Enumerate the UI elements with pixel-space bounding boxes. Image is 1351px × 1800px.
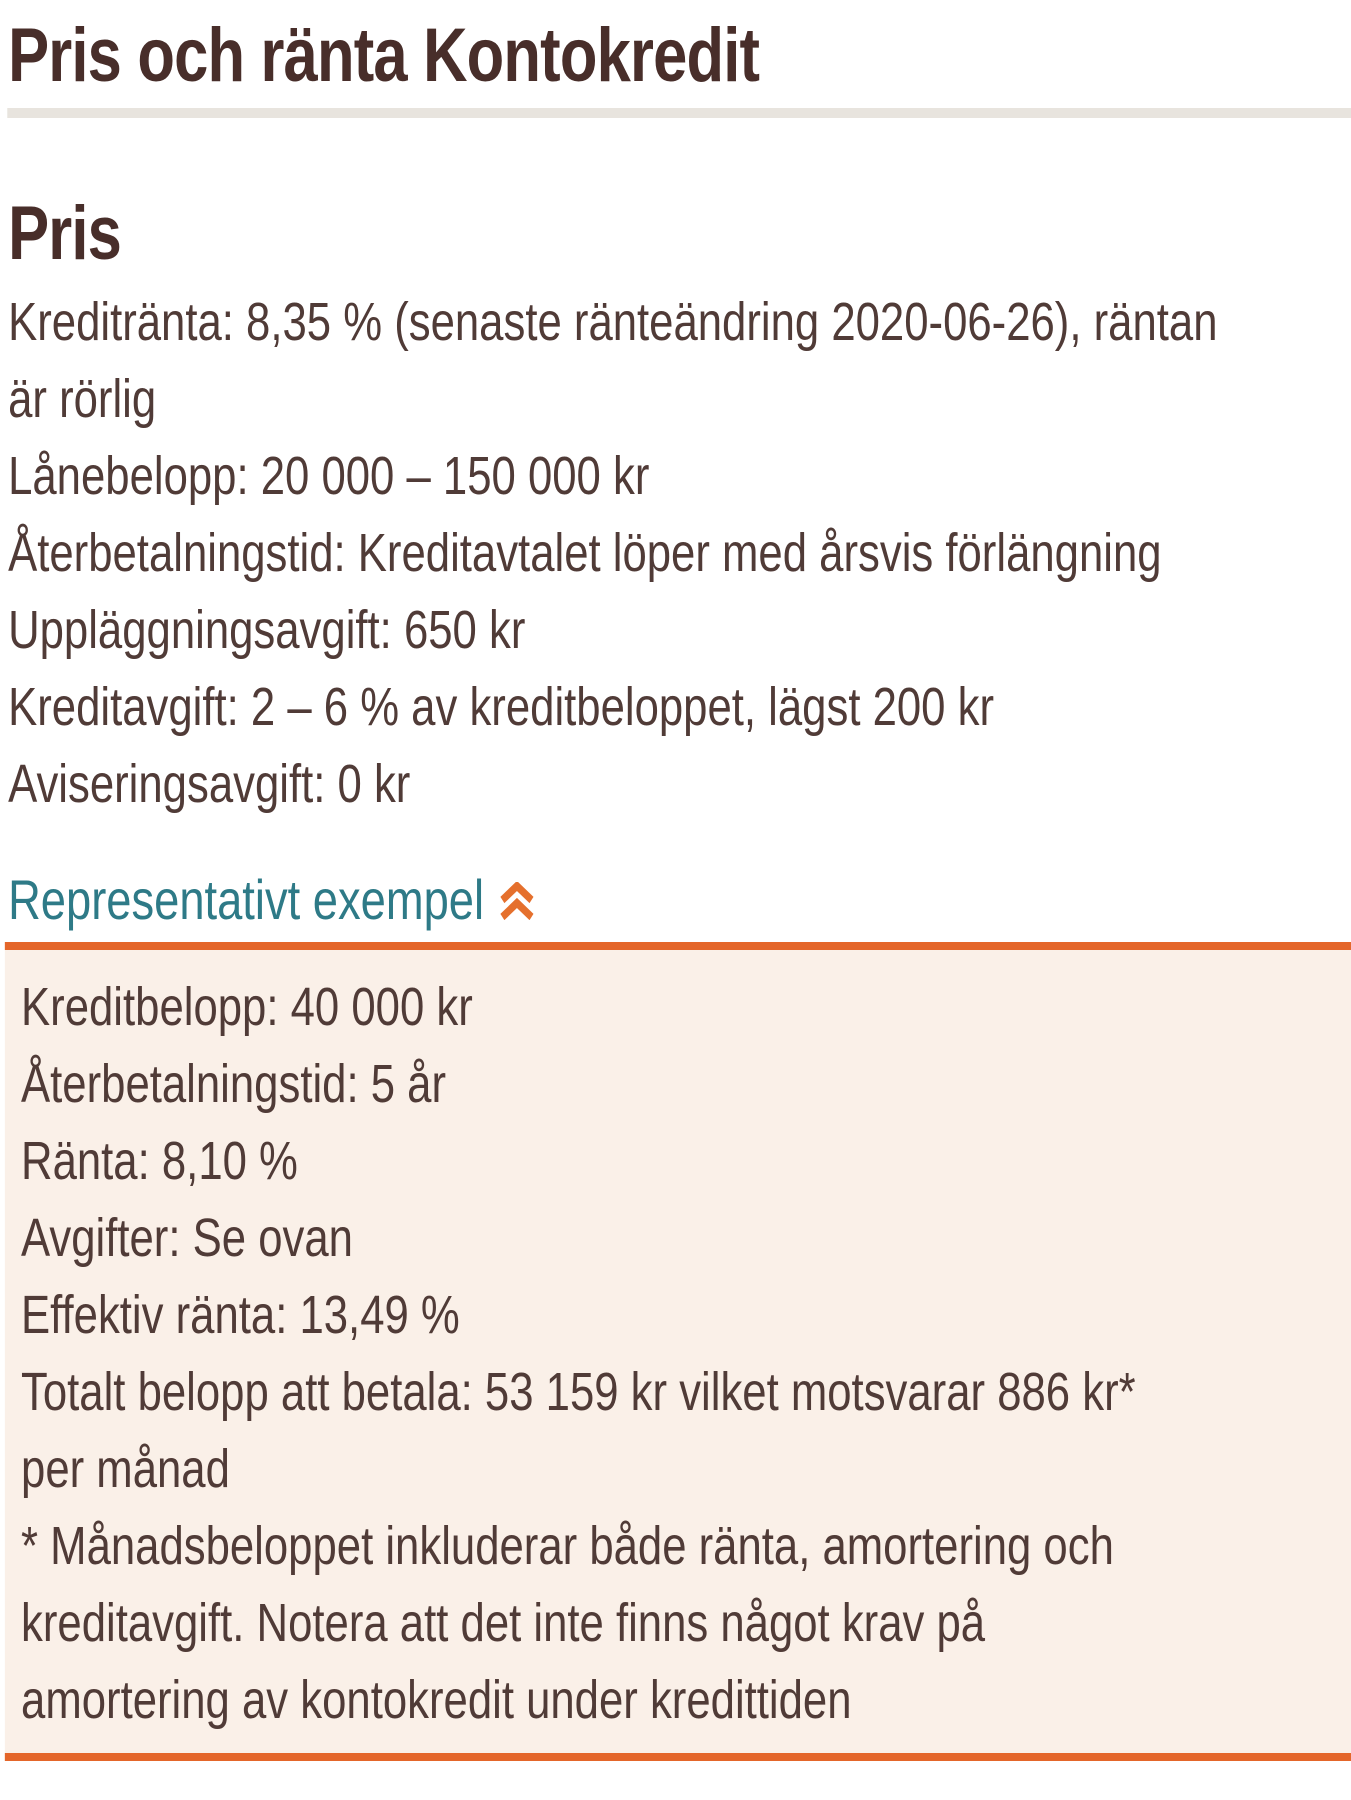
example-detail-line: Avgifter: Se ovan [21,1208,353,1268]
example-detail-line: kreditavgift. Notera att det inte finns något krav på [21,1593,986,1653]
representative-example-toggle[interactable] [8,861,1351,938]
representative-example-link[interactable]: Representativt exempel [8,868,485,931]
price-detail-line: Kreditavgift: 2 – 6 % av kreditbeloppet, lägst 200 kr [8,677,995,737]
double-chevron-up-icon[interactable] [499,880,536,920]
example-detail-line: * Månadsbeloppet inkluderar både ränta, amortering och [21,1516,1114,1576]
price-detail-line: Uppläggningsavgift: 650 kr [8,600,526,660]
price-detail-line: Lånebelopp: 20 000 – 150 000 kr [8,446,650,506]
example-detail-line: Ränta: 8,10 % [21,1131,298,1191]
example-detail-line: Kreditbelopp: 40 000 kr [21,977,473,1037]
example-detail-line: per månad [21,1439,230,1499]
example-details [21,969,1351,1739]
price-detail-line: är rörlig [8,369,157,429]
example-detail-line: Totalt belopp att betala: 53 159 kr vilket motsvarar 886 kr* [21,1362,1136,1422]
page-root [0,14,1351,1761]
title-divider [7,108,1351,118]
example-detail-line: amortering av kontokredit under kredittiden [21,1670,852,1730]
example-detail-line: Återbetalningstid: 5 år [21,1054,447,1114]
page-title: Pris och ränta Kontokredit [8,13,760,98]
price-detail-line: Kreditränta: 8,35 % (senaste ränteändring 2020-06-26), räntan [8,292,1218,352]
price-detail-line: Återbetalningstid: Kreditavtalet löper med årsvis förlängning [8,523,1162,583]
section-heading-pris: Pris [8,191,122,276]
representative-example-box [5,942,1351,1761]
price-details [8,284,1351,823]
price-detail-line: Aviseringsavgift: 0 kr [8,754,411,814]
example-detail-line: Effektiv ränta: 13,49 % [21,1285,460,1345]
